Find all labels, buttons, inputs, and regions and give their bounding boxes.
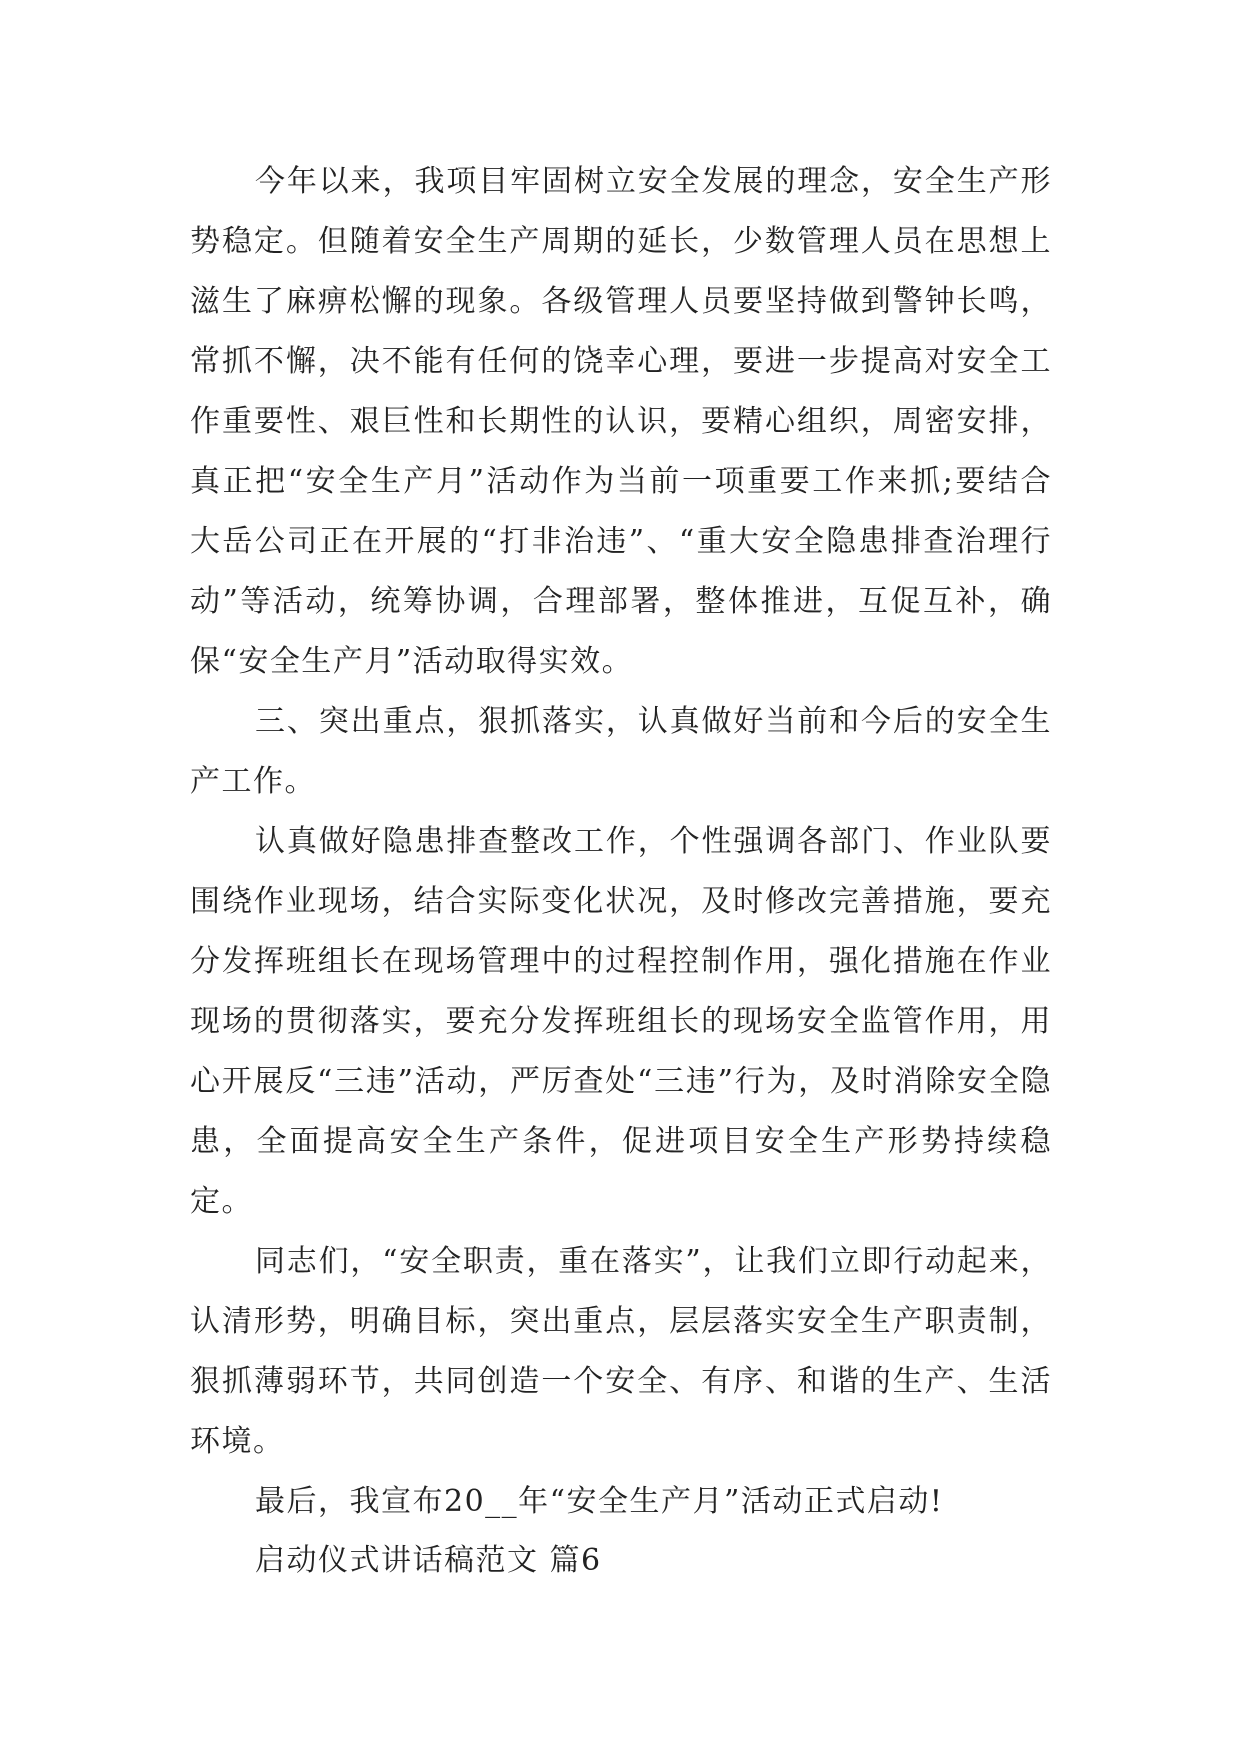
section-heading-three: 三、突出重点，狠抓落实，认真做好当前和今后的安全生产工作。 <box>190 704 1052 799</box>
paragraph-announcement: 最后，我宣布20__年“安全生产月”活动正式启动! <box>255 1484 944 1519</box>
next-article-title: 启动仪式讲话稿范文 篇6 <box>255 1543 602 1578</box>
paragraph-call-to-action: 同志们，“安全职责，重在落实”，让我们立即行动起来，认清形势，明确目标，突出重点，层层落实安全生产职责制，狠抓薄弱环节，共同创造一个安全、有序、和谐的生产、生活环境。 <box>190 1244 1052 1459</box>
paragraph-hazard-inspection: 认真做好隐患排查整改工作，个性强调各部门、作业队要围绕作业现场，结合实际变化状况，及时修改完善措施，要充分发挥班组长在现场管理中的过程控制作用，强化措施在作业现场的贯彻落实，要充分发挥班组长的现场安全监管作用，用心开展反“三违”活动，严厉查处“三违”行为，及时消除安全隐患，全面提高安全生产条件，促进项目安全生产形势持续稳定。 <box>190 824 1052 1219</box>
paragraph-safety-awareness: 今年以来，我项目牢固树立安全发展的理念，安全生产形势稳定。但随着安全生产周期的延长，少数管理人员在思想上滋生了麻痹松懈的现象。各级管理人员要坚持做到警钟长鸣，常抓不懈，决不能有任何的饶幸心理，要进一步提高对安全工作重要性、艰巨性和长期性的认识，要精心组织，周密安排，真正把“安全生产月”活动作为当前一项重要工作来抓;要结合大岳公司正在开展的“打非治违”、“重大安全隐患排查治理行动”等活动，统筹协调，合理部署，整体推进，互促互补，确保“安全生产月”活动取得实效。 <box>190 164 1052 679</box>
document-body <box>190 152 1052 1590</box>
